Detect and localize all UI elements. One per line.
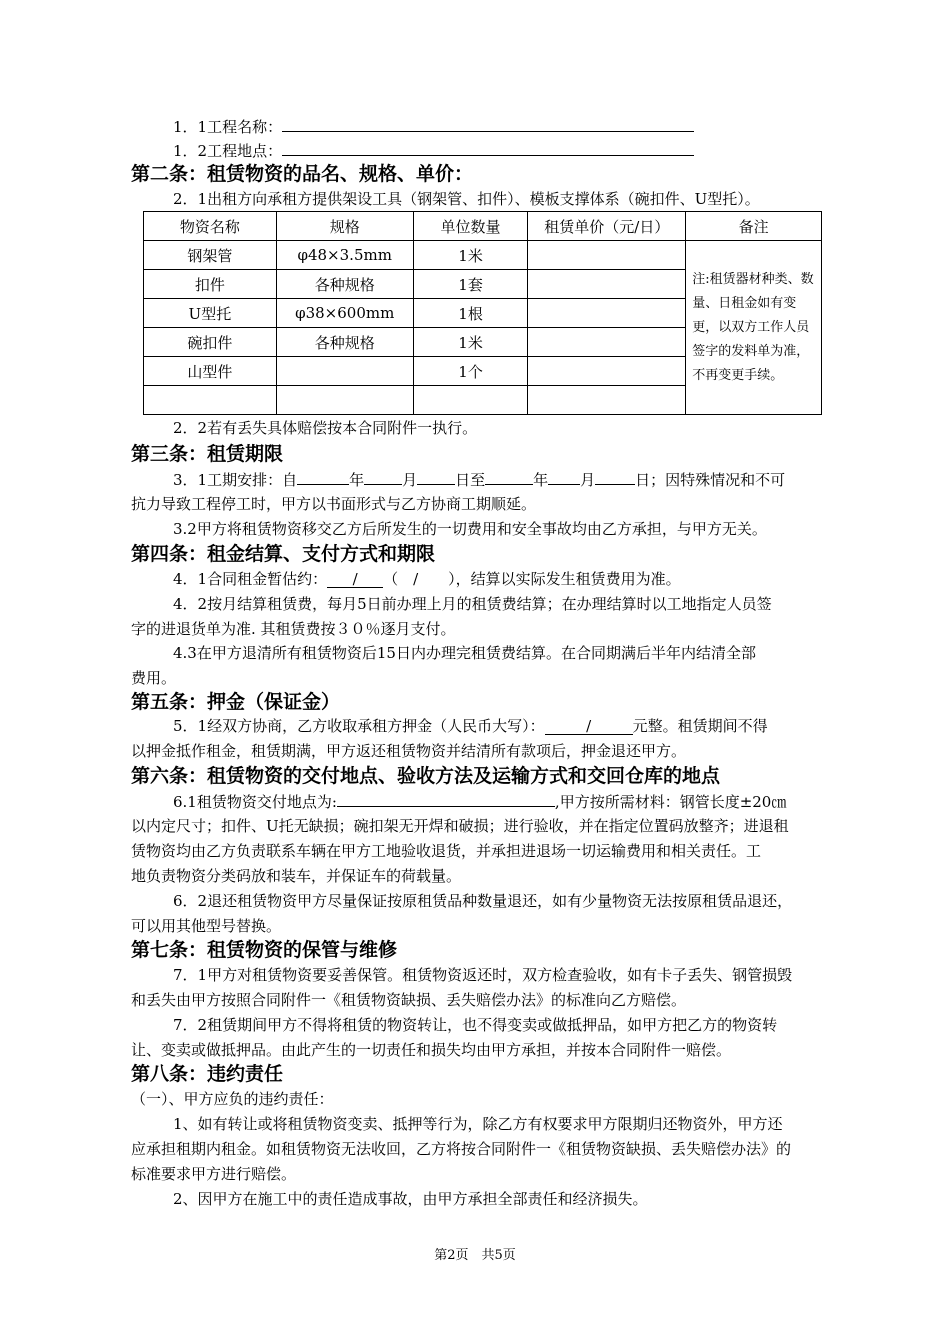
article-2-2: 2．2若有丢失具体赔偿按本合同附件一执行。 [173, 419, 478, 437]
text: ,甲方按所需材料：钢管长度±20㎝ [554, 793, 787, 811]
article-7-2-line2: 让、变卖或做抵押品。由此产生的一切责任和损失均由甲方承担，并按本合同附件一赔偿。 [131, 1041, 732, 1059]
article-6-1-line1 [173, 791, 786, 812]
start-month-blank[interactable] [364, 469, 402, 485]
article-6-2-line2: 可以用其他型号替换。 [131, 917, 282, 935]
header-cell: 规格 [276, 212, 413, 241]
table-cell: 1米 [413, 241, 528, 270]
project-name-blank[interactable] [282, 116, 694, 132]
start-day-blank[interactable] [417, 469, 455, 485]
table-cell: 扣件 [144, 270, 277, 299]
table-cell[interactable] [528, 328, 686, 357]
article-8-subtitle: （一）、甲方应负的违约责任： [131, 1090, 334, 1108]
table-cell[interactable] [276, 386, 413, 415]
text: 4．1合同租金暂估约： [173, 570, 328, 588]
article-8-2: 2、因甲方在施工中的责任造成事故，由甲方承担全部责任和经济损失。 [173, 1190, 648, 1208]
table-cell[interactable] [144, 386, 277, 415]
table-cell[interactable] [528, 241, 686, 270]
table-cell: U型托 [144, 299, 277, 328]
header-cell: 物资名称 [144, 212, 277, 241]
table-cell[interactable] [276, 357, 413, 386]
article-6-2-line1: 6．2退还租赁物资甲方尽量保证按原租赁品种数量退还，如有少量物资无法按原租赁品退还， [173, 892, 793, 910]
table-header-row [144, 212, 822, 241]
article-8-1-line3: 标准要求甲方进行赔偿。 [131, 1165, 297, 1183]
article-7-1-line2: 和丢失由甲方按照合同附件一《租赁物资缺损、丢失赔偿办法》的标准向乙方赔偿。 [131, 991, 687, 1009]
delivery-location-blank[interactable] [337, 791, 555, 807]
table-cell[interactable] [413, 386, 528, 415]
table-cell: 1根 [413, 299, 528, 328]
header-cell: 单位数量 [413, 212, 528, 241]
article-6-1-line3: 赁物资均由乙方负责联系车辆在甲方工地验收退货，并承担进退场一切运输费用和相关责任。工 [131, 842, 762, 860]
table-cell: 1个 [413, 357, 528, 386]
text: 月 [580, 471, 596, 489]
article-5-1-line2: 以押金抵作租金，租赁期满，甲方返还租赁物资并结清所有款项后，押金退还甲方。 [131, 742, 687, 760]
text: 6.1租赁物资交付地点为: [173, 793, 337, 811]
rent-estimate-blank[interactable]: / [327, 572, 383, 588]
header-cell: 备注 [686, 212, 822, 241]
table-cell: φ38×600mm [276, 299, 413, 328]
article-4-2-line2: 字的进退货单为准. 其租赁费按３０％逐月支付。 [131, 620, 456, 638]
table-cell[interactable] [528, 357, 686, 386]
article-6-1-line2: 以内定尺寸；扣件、U托无缺损；碗扣架无开焊和破损；进行验收，并在指定位置码放整齐；进退租 [131, 817, 789, 835]
article-7-2-line1: 7．2租赁期间甲方不得将租赁的物资转让，也不得变卖或做抵押品，如甲方把乙方的物资转 [173, 1016, 778, 1034]
table-cell: φ48×3.5mm [276, 241, 413, 270]
article-4-title: 第四条：租金结算、支付方式和期限 [131, 543, 436, 565]
text: 月 [402, 471, 418, 489]
materials-table [143, 211, 822, 415]
text: 日至 [455, 471, 486, 489]
article-2-title: 第二条：租赁物资的品名、规格、单价： [131, 163, 474, 185]
article-6-title: 第六条：租赁物资的交付地点、验收方法及运输方式和交回仓库的地点 [131, 765, 721, 787]
article-4-3-line2: 费用。 [131, 669, 177, 687]
article-3-1-line2: 抗力导致工程停工时，甲方以书面形式与乙方协商工期顺延。 [131, 495, 537, 513]
table-cell[interactable] [528, 386, 686, 415]
table-row [144, 241, 822, 270]
article-4-1 [173, 569, 681, 589]
project-location-line [173, 140, 694, 161]
article-3-1-line1 [173, 469, 785, 490]
text: 元整。租赁期间不得 [632, 717, 768, 735]
article-5-title: 第五条：押金（保证金） [131, 691, 341, 713]
end-month-blank[interactable] [548, 469, 580, 485]
table-cell[interactable] [528, 299, 686, 328]
table-cell: 1米 [413, 328, 528, 357]
article-8-title: 第八条：违约责任 [131, 1063, 284, 1085]
project-location-label: 1．2工程地点： [173, 142, 283, 160]
text: 年 [349, 471, 365, 489]
table-cell: 1套 [413, 270, 528, 299]
article-3-title: 第三条：租赁期限 [131, 443, 284, 465]
table-cell: 山型件 [144, 357, 277, 386]
article-3-2: 3.2甲方将租赁物资移交乙方后所发生的一切费用和安全事故均由乙方承担，与甲方无关。 [173, 520, 767, 538]
remarks-note: 注:租赁器材种类、数量、日租金如有变更，以双方工作人员签字的发料单为准，不再变更手续。 [686, 241, 822, 415]
project-name-line [173, 116, 694, 137]
project-location-blank[interactable] [282, 140, 694, 156]
article-5-1-line1 [173, 716, 768, 736]
article-6-1-line4: 地负责物资分类码放和装车，并保证车的荷载量。 [131, 867, 462, 885]
article-7-title: 第七条：租赁物资的保管与维修 [131, 939, 398, 961]
text: 5．1经双方协商，乙方收取承租方押金（人民币大写）： [173, 717, 545, 735]
start-year-blank[interactable] [297, 469, 349, 485]
table-cell: 各种规格 [276, 328, 413, 357]
table-cell: 各种规格 [276, 270, 413, 299]
table-cell: 钢架管 [144, 241, 277, 270]
deposit-blank[interactable]: / [545, 719, 633, 735]
article-7-1-line1: 7．1甲方对租赁物资要妥善保管。租赁物资返还时，双方检查验收，如有卡子丢失、钢管损毁 [173, 966, 793, 984]
article-2-intro: 2．1出租方向承租方提供架设工具（钢架管、扣件）、模板支撑体系（碗扣件、U型托）。 [173, 190, 760, 208]
article-8-1-line1: 1、如有转让或将租赁物资变卖、抵押等行为，除乙方有权要求甲方限期归还物资外，甲方还 [173, 1115, 783, 1133]
end-day-blank[interactable] [595, 469, 635, 485]
end-year-blank[interactable] [485, 469, 533, 485]
text: 年 [533, 471, 549, 489]
header-cell: 租赁单价（元/日） [528, 212, 686, 241]
article-8-1-line2: 应承担租期内租金。如租赁物资无法收回，乙方将按合同附件一《租赁物资缺损、丢失赔偿办法》的 [131, 1140, 792, 1158]
text: 3．1工期安排：自 [173, 471, 298, 489]
text: （ / ），结算以实际发生租赁费用为准。 [383, 570, 681, 588]
table-cell: 碗扣件 [144, 328, 277, 357]
article-4-3-line1: 4.3在甲方退清所有租赁物资后15日内办理完租赁费结算。在合同期满后半年内结清全部 [173, 644, 756, 662]
table-cell[interactable] [528, 270, 686, 299]
project-name-label: 1．1工程名称： [173, 118, 283, 136]
text: 日；因特殊情况和不可 [635, 471, 786, 489]
page-footer: 第2页 共5页 [434, 1248, 516, 1263]
article-4-2-line1: 4．2按月结算租赁费，每月5日前办理上月的租赁费结算；在办理结算时以工地指定人员签 [173, 595, 772, 613]
